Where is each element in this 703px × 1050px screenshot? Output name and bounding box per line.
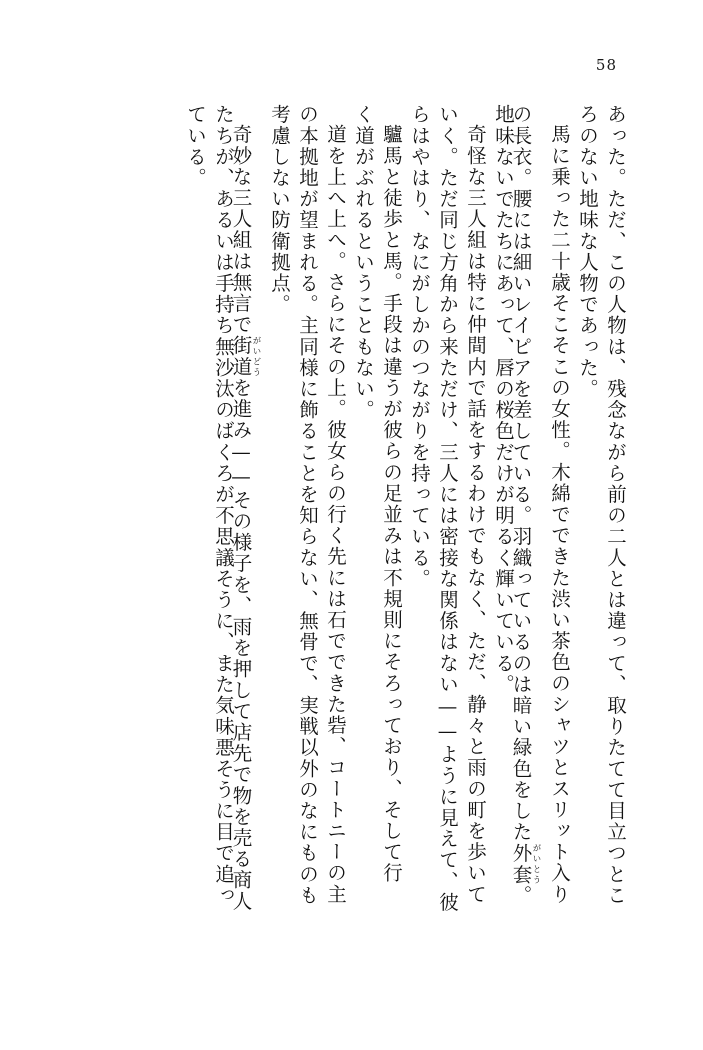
page-number: 58 (595, 56, 617, 74)
text-column: らはやはり、なにがしかのつながりを持っている。 (408, 104, 431, 590)
text-column: ろのない地味な人物であった。 (576, 104, 599, 400)
ruby-annotation: 街道がいどう (229, 335, 261, 378)
text-column: 地味ないでたちにあって、唇の桜色だけが明るく輝いている。 (492, 104, 515, 695)
text-column: く道がぶれるということもない。 (352, 104, 375, 421)
text-column: 奇妙な三人組は無言で街道がいどうを進み——その様子を、雨を押して店先で物を売る商人 (229, 124, 261, 912)
text-column: たちが、あるいは手持ち無沙汰のばくろが不思議そうに、また気味悪そうに目で追っ (212, 104, 235, 906)
text-column: の本拠地が望まれる。主同様に飾ることを知らない、無骨で、実戦以外のなにものも (296, 104, 319, 906)
text-column: の長衣。腰には細いレイピアを差している。羽織っているのは暗い緑色をした外套がいとう。 (509, 104, 541, 906)
text-column: 考慮しない防衛拠点。 (268, 104, 291, 315)
text-column: 奇怪な三人組は特に仲間内で話をするわけでもなく、ただ、静々と雨の町を歩いて (464, 124, 487, 905)
text-column: 馬に乗った二十歳そこそこの女性。木綿でできた渋い茶色のシャツとスリット入り (548, 124, 571, 905)
text-column: 道を上へ上へ。さらにその上。彼女らの行く先には石でできた砦、コートニーの主 (324, 124, 347, 905)
text-column: 驢馬と徒歩と馬。手段は違うが彼らの足並みは不規則にそろっており、そして行 (380, 124, 403, 884)
ruby-annotation: 外套がいとう (509, 842, 541, 885)
text-column: いく。ただ同じ方角から来ただけ、三人には密接な関係はない——ように見えて、彼 (436, 104, 459, 913)
text-column: ている。 (184, 104, 207, 189)
vertical-text-body (70, 104, 625, 992)
text-column: あった。ただ、この人物は、残念ながら前の二人とは違って、取りたてて目立つとこ (604, 104, 627, 906)
